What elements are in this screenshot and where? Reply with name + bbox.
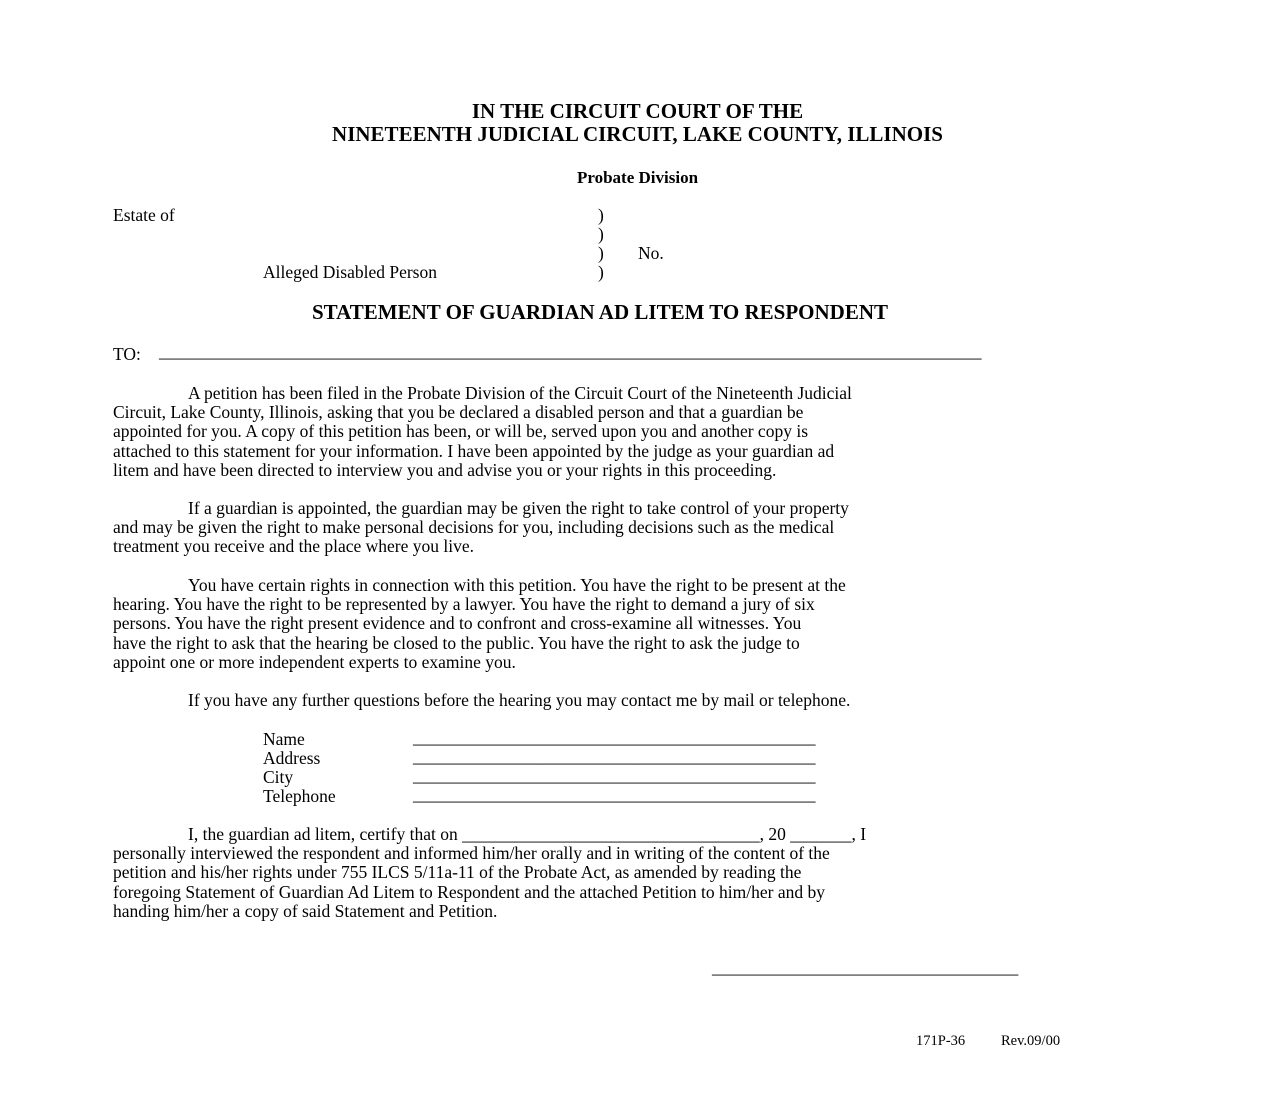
- caption-paren: ): [598, 243, 604, 263]
- to-blank-line[interactable]: ______________________________________________________________________________________________: [159, 341, 982, 361]
- paragraph-contact: [113, 691, 1163, 710]
- text-line: treatment you receive and the place where you live.: [113, 536, 475, 557]
- text-line: and may be given the right to make personal decisions for you, including decisions such as the medical: [113, 517, 835, 538]
- text-line: litem and have been directed to interview you and advise you or your rights in this proceeding.: [113, 459, 777, 480]
- signature-line[interactable]: ___________________________________: [712, 957, 1019, 977]
- court-heading-line2: NINETEENTH JUDICIAL CIRCUIT, LAKE COUNTY, ILLINOIS: [332, 122, 943, 146]
- text-line: appoint one or more independent experts to examine you.: [113, 651, 516, 672]
- estate-of-label: Estate of: [113, 205, 175, 225]
- text-line: Circuit, Lake County, Illinois, asking that you be declared a disabled person and that a guardian be: [113, 402, 804, 423]
- name-field[interactable]: ______________________________________________: [413, 727, 816, 747]
- text-line: A petition has been filed in the Probate Division of the Circuit Court of the Nineteenth Judicial: [188, 383, 852, 403]
- text-line: attached to this statement for your information. I have been appointed by the judge as your guardian ad: [113, 440, 835, 461]
- name-label: Name: [263, 729, 305, 749]
- document-title: STATEMENT OF GUARDIAN AD LITEM TO RESPONDENT: [311, 300, 889, 324]
- caption-paren: ): [598, 224, 604, 244]
- text-line: hearing. You have the right to be represented by a lawyer. You have the right to demand a jury of six: [113, 594, 815, 615]
- text-line: You have certain rights in connection with this petition. You have the right to be present at the: [188, 575, 846, 595]
- paragraph-petition-filed: [113, 384, 1163, 480]
- case-number-label: No.: [638, 243, 664, 263]
- caption-paren: ): [598, 205, 604, 225]
- address-label: Address: [263, 748, 321, 768]
- paragraph-certification: [113, 825, 1163, 921]
- caption-paren: ): [598, 262, 604, 282]
- paragraph-guardian-powers: [113, 499, 1163, 557]
- text-line: handing him/her a copy of said Statement and Petition.: [113, 900, 498, 921]
- text-line: If you have any further questions before the hearing you may contact me by mail or telephone.: [188, 690, 851, 710]
- text-line: appointed for you. A copy of this petition has been, or will be, served upon you and another copy is: [113, 421, 809, 442]
- text-line: If a guardian is appointed, the guardian may be given the right to take control of your property: [188, 498, 849, 518]
- text-line: persons. You have the right present evidence and to confront and cross-examine all witnesses. You: [113, 613, 802, 634]
- form-number: 171P-36: [916, 1033, 966, 1049]
- to-label: TO:: [113, 344, 141, 364]
- address-field[interactable]: ______________________________________________: [413, 746, 816, 766]
- paragraph-respondent-rights: [113, 576, 1163, 672]
- text-line: petition and his/her rights under 755 ILCS 5/11a-11 of the Probate Act, as amended by reading the: [113, 862, 802, 883]
- alleged-disabled-label: Alleged Disabled Person: [263, 262, 437, 282]
- court-heading-line1: IN THE CIRCUIT COURT OF THE: [471, 99, 804, 123]
- city-label: City: [263, 767, 294, 787]
- text-line: foregoing Statement of Guardian Ad Litem to Respondent and the attached Petition to him/her and by: [113, 881, 825, 902]
- telephone-label: Telephone: [263, 786, 336, 806]
- form-revision: Rev.09/00: [1001, 1033, 1061, 1049]
- city-field[interactable]: ______________________________________________: [413, 765, 816, 785]
- text-line: personally interviewed the respondent and informed him/her orally and in writing of the content of the: [113, 843, 830, 864]
- certification-date-line[interactable]: I, the guardian ad litem, certify that on __________________________________, 20 _______, I: [188, 824, 867, 844]
- division-heading: Probate Division: [576, 168, 699, 187]
- telephone-field[interactable]: ______________________________________________: [413, 784, 816, 804]
- text-line: have the right to ask that the hearing be closed to the public. You have the right to ask the judge to: [113, 632, 800, 653]
